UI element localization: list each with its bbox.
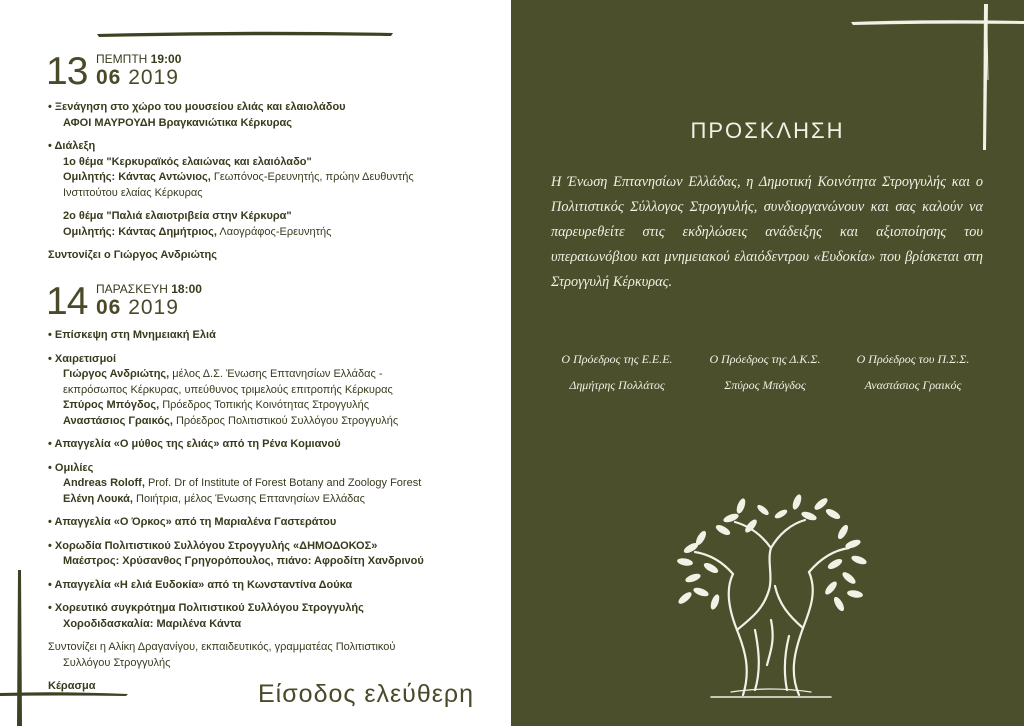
signatory-name: Δημήτρης Πολλάτος (569, 378, 665, 392)
signatory-role: Ο Πρόεδρος του Π.Σ.Σ. (856, 352, 970, 366)
signatory-3 (833, 346, 993, 398)
list-item: • Διάλεξη (48, 140, 96, 152)
speech-1: Andreas Roloff, Prof. Dr of Institute of Forest Botany and Zoology Forest (63, 477, 422, 489)
speaker-1-line2: Ινστιτούτου ελαίας Κέρκυρας (63, 186, 203, 199)
month-year: 06 2019 (96, 66, 179, 89)
signatory-2 (685, 346, 845, 398)
dance-detail: Χοροδιδασκαλία: Μαριλένα Κάντα (63, 617, 242, 630)
reception: Κέρασμα (48, 680, 96, 692)
weekday-time: ΠΕΜΠΤΗ 19:00 (96, 52, 182, 66)
program-panel (0, 0, 511, 726)
speaker-2: Ομιλητής: Κάντας Δημήτριος, Λαογράφος-Ερευνητής (63, 225, 332, 238)
coordinator: Συντονίζει η Αλίκη Δραγανίγου, εκπαιδευτικός, γραμματέας Πολιτιστικού (48, 641, 396, 653)
greeting-3: Αναστάσιος Γραικός, Πρόεδρος Πολιτιστικού Συλλόγου Στρογγυλής (63, 414, 399, 427)
weekday-time: ΠΑΡΑΣΚΕΥΗ 18:00 (96, 282, 202, 296)
signatory-name: Αναστάσιος Γραικός (864, 378, 962, 392)
day-number: 13 (46, 50, 88, 93)
brush-frame-bottom-left (0, 570, 40, 726)
list-item: • Απαγγελία «Ο Όρκος» από τη Μαριαλένα Γαστεράτου (48, 516, 337, 528)
list-item: • Χορευτικό συγκρότημα Πολιτιστικού Συλλόγου Στρογγυλής (48, 602, 364, 614)
free-entry-text: Είσοδος ελεύθερη (258, 680, 475, 708)
choir-detail: Μαέστρος: Χρύσανθος Γρηγορόπουλος, πιάνο: Αφροδίτη Χανδρινού (63, 555, 424, 567)
greeting-1: Γιώργος Ανδριώτης, μέλος Δ.Σ. Ένωσης Επτανησίων Ελλάδας - (63, 368, 383, 380)
greeting-1-line2: εκπρόσωπος Κέρκυρας, υπεύθυνος τριμελούς επιτροπής Κέρκυρας (63, 383, 393, 396)
list-item: • Επίσκεψη στη Μνημειακή Ελιά (48, 329, 216, 341)
greeting-2: Σπύρος Μπόγδος, Πρόεδρος Τοπικής Κοινότητας Στρογγυλής (63, 399, 370, 411)
coordinator: Συντονίζει ο Γιώργος Ανδριώτης (48, 249, 217, 261)
speaker-1: Ομιλητής: Κάντας Αντώνιος, Γεωπόνος-Ερευνητής, πρώην Δευθυντής (63, 171, 414, 183)
signatory-role: Ο Πρόεδρος της Δ.Κ.Σ. (709, 352, 821, 366)
day-number: 14 (46, 280, 88, 323)
invitation-text: Η Ένωση Επτανησίων Ελλάδας, η Δημοτική Κοινότητα Στρογγυλής και ο Πολιτιστικός Σύλλογος Στρογγυλής, συνδιοργανώνουν και σας καλούν να παρευρεθείτε στις εκδηλώσεις ανάδειξης και αξιοποίησης του υπεραιωνόβιου και μνημειακού ελαιόδεντρου «Ευδοκία» που βρίσκεται στη Στρογγυλή Κέρκυρας. (551, 174, 983, 290)
brush-stroke-top (95, 30, 395, 38)
invitation-title: ΠΡΟΣΚΛΗΣΗ (690, 118, 845, 143)
list-item: • Ομιλίες (48, 461, 94, 474)
list-item: • Χαιρετισμοί (48, 352, 117, 365)
signatory-1 (537, 346, 697, 398)
olive-tree-icon (671, 490, 871, 705)
list-item: • Ξενάγηση στο χώρο του μουσείου ελιάς και ελαιολάδου (48, 101, 346, 113)
list-item-detail: ΑΦΟΙ ΜΑΥΡΟΥΔΗ Βραγκανιώτικα Κέρκυρας (63, 116, 293, 129)
topic-1: 1ο θέμα "Κερκυραϊκός ελαιώνας και ελαιόλαδο" (63, 155, 312, 168)
speech-2: Ελένη Λουκά, Ποιήτρια, μέλος Ένωσης Επτανησίων Ελλάδας (63, 492, 365, 505)
list-item: • Απαγγελία «Ο μύθος της ελιάς» από τη Ρένα Κομιανού (48, 438, 341, 450)
signatory-name: Σπύρος Μπόγδος (724, 378, 806, 392)
signatory-role: Ο Πρόεδρος της Ε.Ε.Ε. (561, 352, 673, 366)
program-day2 (48, 328, 488, 695)
topic-2: 2ο θέμα "Παλιά ελαιοτριβεία στην Κέρκυρα" (63, 210, 292, 222)
list-item: • Απαγγελία «Η ελιά Ευδοκία» από τη Κωνσταντίνα Δούκα (48, 578, 353, 591)
month-year: 06 2019 (96, 296, 179, 319)
list-item: • Χορωδία Πολιτιστικού Συλλόγου Στρογγυλής «ΔΗΜΟΔΟΚΟΣ» (48, 539, 378, 552)
program-day1 (48, 100, 488, 264)
coordinator-line2: Συλλόγου Στρογγυλής (63, 656, 171, 669)
invitation-panel (511, 0, 1024, 726)
